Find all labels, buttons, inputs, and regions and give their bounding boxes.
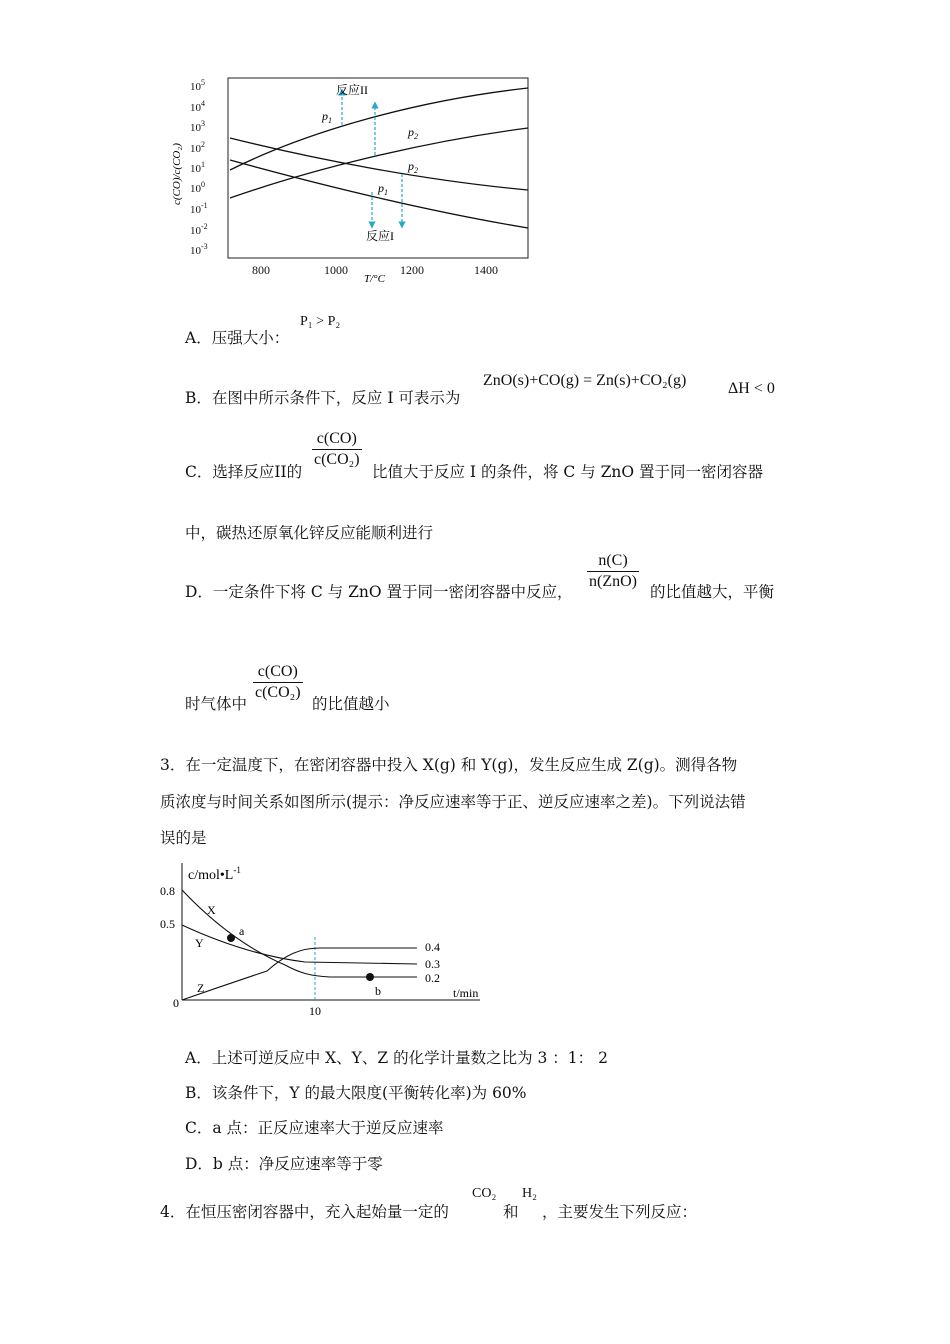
frac-den: c(CO₂) <box>314 451 360 468</box>
curve-x <box>182 890 417 977</box>
q2-d-fraction2 <box>253 663 303 702</box>
ytick-2: $10^2$ <box>190 140 205 155</box>
q2-option-b <box>185 386 460 408</box>
label-p1-bot: $p_1$ <box>378 181 388 197</box>
q4-co2: CO₂ <box>472 1186 497 1201</box>
ytick-m1: $10^{-1}$ <box>190 201 208 216</box>
y-axis-label: $c/mol•L^{-1}$ <box>188 865 241 883</box>
ytick-4: $10^4$ <box>190 99 205 114</box>
figure-2-concentration-chart <box>155 855 495 1025</box>
xtick-1200: 1200 <box>400 263 424 277</box>
frac-num: c(CO) <box>316 430 357 447</box>
q2-option-a <box>185 326 289 348</box>
q3-stem-line2: 质浓度与时间关系如图所示(提示：净反应速率等于正、逆反应速率之差)。下列说法错 <box>160 793 746 811</box>
curve-y <box>182 925 417 964</box>
q2-a-text: A．压强大小： <box>185 329 290 347</box>
frac-num: n(C) <box>598 552 628 569</box>
q3-option-d: D．b 点：净反应速率等于零 <box>185 1155 383 1173</box>
label-p1-top: $p_1$ <box>322 109 332 125</box>
q2-d-text3: 时气体中 <box>185 695 248 713</box>
xtick-10: 10 <box>309 1004 321 1018</box>
x-axis-label: t/min <box>453 986 479 1000</box>
xtick-1000: 1000 <box>324 263 348 277</box>
q4-h2: H₂ <box>522 1186 537 1201</box>
label-z: Z <box>197 981 205 995</box>
label-fan2: 反应II <box>336 83 368 97</box>
q4-stem-a: 4．在恒压密闭容器中，充入起始量一定的 <box>160 1203 449 1221</box>
ytick-m2: $10^{-2}$ <box>190 222 208 237</box>
q2-d-fraction <box>587 552 639 591</box>
q4-he: 和 <box>503 1203 519 1221</box>
frac-den: n(ZnO) <box>589 573 637 590</box>
q3-option-a: A．上述可逆反应中 X、Y、Z 的化学计量数之比为 3 ：1： 2 <box>185 1049 608 1067</box>
point-b-label: b <box>375 984 381 998</box>
q2-a-expr: P₁ > P₂ <box>300 314 341 329</box>
q2-c-text2: 比值大于反应 I 的条件，将 C 与 ZnO 置于同一密闭容器 <box>372 463 764 481</box>
figure-1-log-chart <box>160 70 540 285</box>
frac-den: c(CO₂) <box>255 684 301 701</box>
label-fan1: 反应I <box>366 229 394 243</box>
x-axis-label: T/°C <box>364 273 385 285</box>
ytick-3: $10^3$ <box>190 119 205 134</box>
q2-c-text3: 中，碳热还原氧化锌反应能顺利进行 <box>185 524 434 542</box>
right-02: 0.2 <box>425 971 440 985</box>
q3-option-c: C．a 点：正反应速率大于逆反应速率 <box>185 1119 444 1137</box>
point-a <box>227 934 235 942</box>
label-p2-mid: $p_2$ <box>408 159 418 175</box>
right-04: 0.4 <box>425 940 440 954</box>
y-axis-ticks <box>190 78 208 257</box>
curve-z <box>182 948 417 1000</box>
xtick-800: 800 <box>252 263 270 277</box>
label-x: X <box>207 903 216 917</box>
q3-option-b: B．该条件下，Y 的最大限度(平衡转化率)为 60% <box>185 1084 527 1102</box>
ytick-1: $10^1$ <box>190 160 205 175</box>
right-03: 0.3 <box>425 957 440 971</box>
ytick-0: $10^0$ <box>190 180 205 195</box>
label-y: Y <box>195 936 204 950</box>
xtick-1400: 1400 <box>474 263 498 277</box>
ytick-05: 0.5 <box>160 917 175 931</box>
ytick-5: $10^5$ <box>190 78 205 93</box>
q2-d-text4: 的比值越小 <box>312 695 390 713</box>
q4-stem-b: ，主要发生下列反应： <box>542 1203 698 1221</box>
q2-d-text1: D．一定条件下将 C 与 ZnO 置于同一密闭容器中反应， <box>185 583 573 601</box>
origin: 0 <box>173 996 179 1010</box>
q2-c-fraction <box>312 430 362 469</box>
ytick-m3: $10^{-3}$ <box>190 242 208 257</box>
point-b <box>366 973 374 981</box>
q2-d-text2: 的比值越大，平衡 <box>650 583 775 601</box>
ytick-08: 0.8 <box>160 884 175 898</box>
label-p2-top: $p_2$ <box>408 125 418 141</box>
y-axis-label: c(CO)/c(CO₂) <box>171 143 183 205</box>
q2-b-text: B．在图中所示条件下，反应 I 可表示为 <box>185 389 461 407</box>
q2-c-text1: C．选择反应II的 <box>185 463 303 481</box>
q3-stem-line3: 误的是 <box>160 829 207 847</box>
q2-b-expr: ZnO(s)+CO(g) = Zn(s)+CO₂(g) <box>483 372 687 389</box>
point-a-label: a <box>239 924 245 938</box>
frac-num: c(CO) <box>257 663 298 680</box>
curve-fan2-p1 <box>230 88 528 170</box>
q3-stem-line1: 3．在一定温度下，在密闭容器中投入 X(g) 和 Y(g)，发生反应生成 Z(g)。测得各物 <box>160 756 738 774</box>
q2-b-dh: ΔH < 0 <box>728 380 775 397</box>
